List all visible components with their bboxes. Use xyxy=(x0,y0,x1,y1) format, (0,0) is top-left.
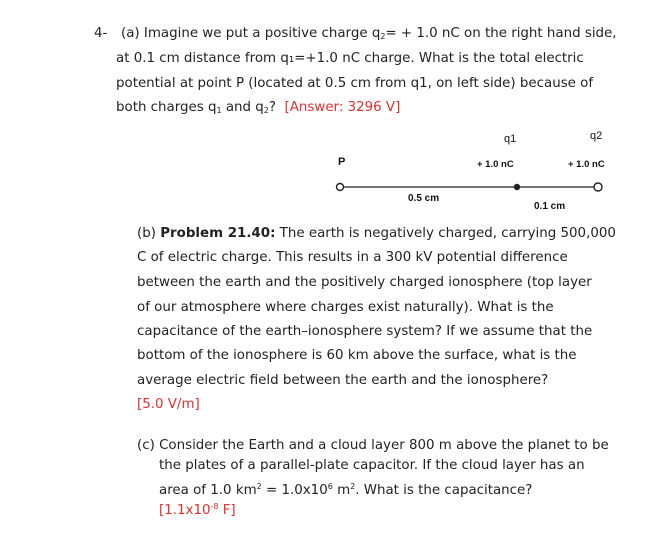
q2-label: q2 xyxy=(590,130,603,142)
part-c-line-1: (c) Consider the Earth and a cloud layer 800 m above the planet to be xyxy=(137,438,609,453)
q1-label: q1 xyxy=(504,133,517,145)
part-c-line-3: area of 1.0 $km^2 = 1.0x10^6$ $m^2$. What is the capacitance? xyxy=(159,482,533,498)
part-b-line-1: (b) Problem 21.40: The earth is negatively charged, carrying 500,000 xyxy=(137,226,616,241)
distance-p-q1-label: 0.5 cm xyxy=(408,193,440,204)
part-b-line-4: of our atmosphere where charges exist naturally). What is the xyxy=(137,300,554,315)
q1-marker xyxy=(514,184,520,190)
q1-charge-label: + 1.0 nC xyxy=(477,159,514,170)
part-b-line-2: C of electric charge. This results in a 300 kV potential difference xyxy=(137,250,568,265)
part-a-line-2: at 0.1 cm distance from q₁=+1.0 nC charge. What is the total electric xyxy=(116,51,584,66)
point-p-label: P xyxy=(338,156,346,168)
distance-q1-q2-label: 0.1 cm xyxy=(534,201,566,212)
q2-charge-label: + 1.0 nC xyxy=(568,159,605,170)
part-b-line-3: between the earth and the positively charged ionosphere (top layer xyxy=(137,275,592,290)
part-c-line-2: the plates of a parallel-plate capacitor. If the cloud layer has an xyxy=(159,458,585,473)
part-b-line-6: bottom of the ionosphere is 60 km above the surface, what is the xyxy=(137,348,577,363)
charge-axis xyxy=(330,178,620,200)
part-a-line-1: (a) Imagine we put a positive charge $q_2= + 1.0$ nC on the right hand side, xyxy=(121,26,617,41)
part-b-line-5: capacitance of the earth–ionosphere system? If we assume that the xyxy=(137,324,593,339)
part-b-line-7: average electric field between the earth and the ionosphere? xyxy=(137,373,549,388)
q2-marker xyxy=(594,183,602,191)
part-b-answer: [5.0 V/m] xyxy=(137,397,200,412)
part-a-line-4: both charges $q_1$ and $q_2$? [Answer: 3296 V] xyxy=(116,100,401,115)
problem-reference: Problem 21.40: xyxy=(160,226,276,241)
point-p-marker xyxy=(337,184,344,191)
part-a-line-3: potential at point P (located at 0.5 cm from q1, on left side) because of xyxy=(116,76,594,91)
problem-number: 4- xyxy=(94,26,108,41)
part-c-answer: [$1.1x10^{-8}$ F] xyxy=(159,502,236,518)
part-a-answer: [Answer: 3296 V] xyxy=(284,100,401,115)
